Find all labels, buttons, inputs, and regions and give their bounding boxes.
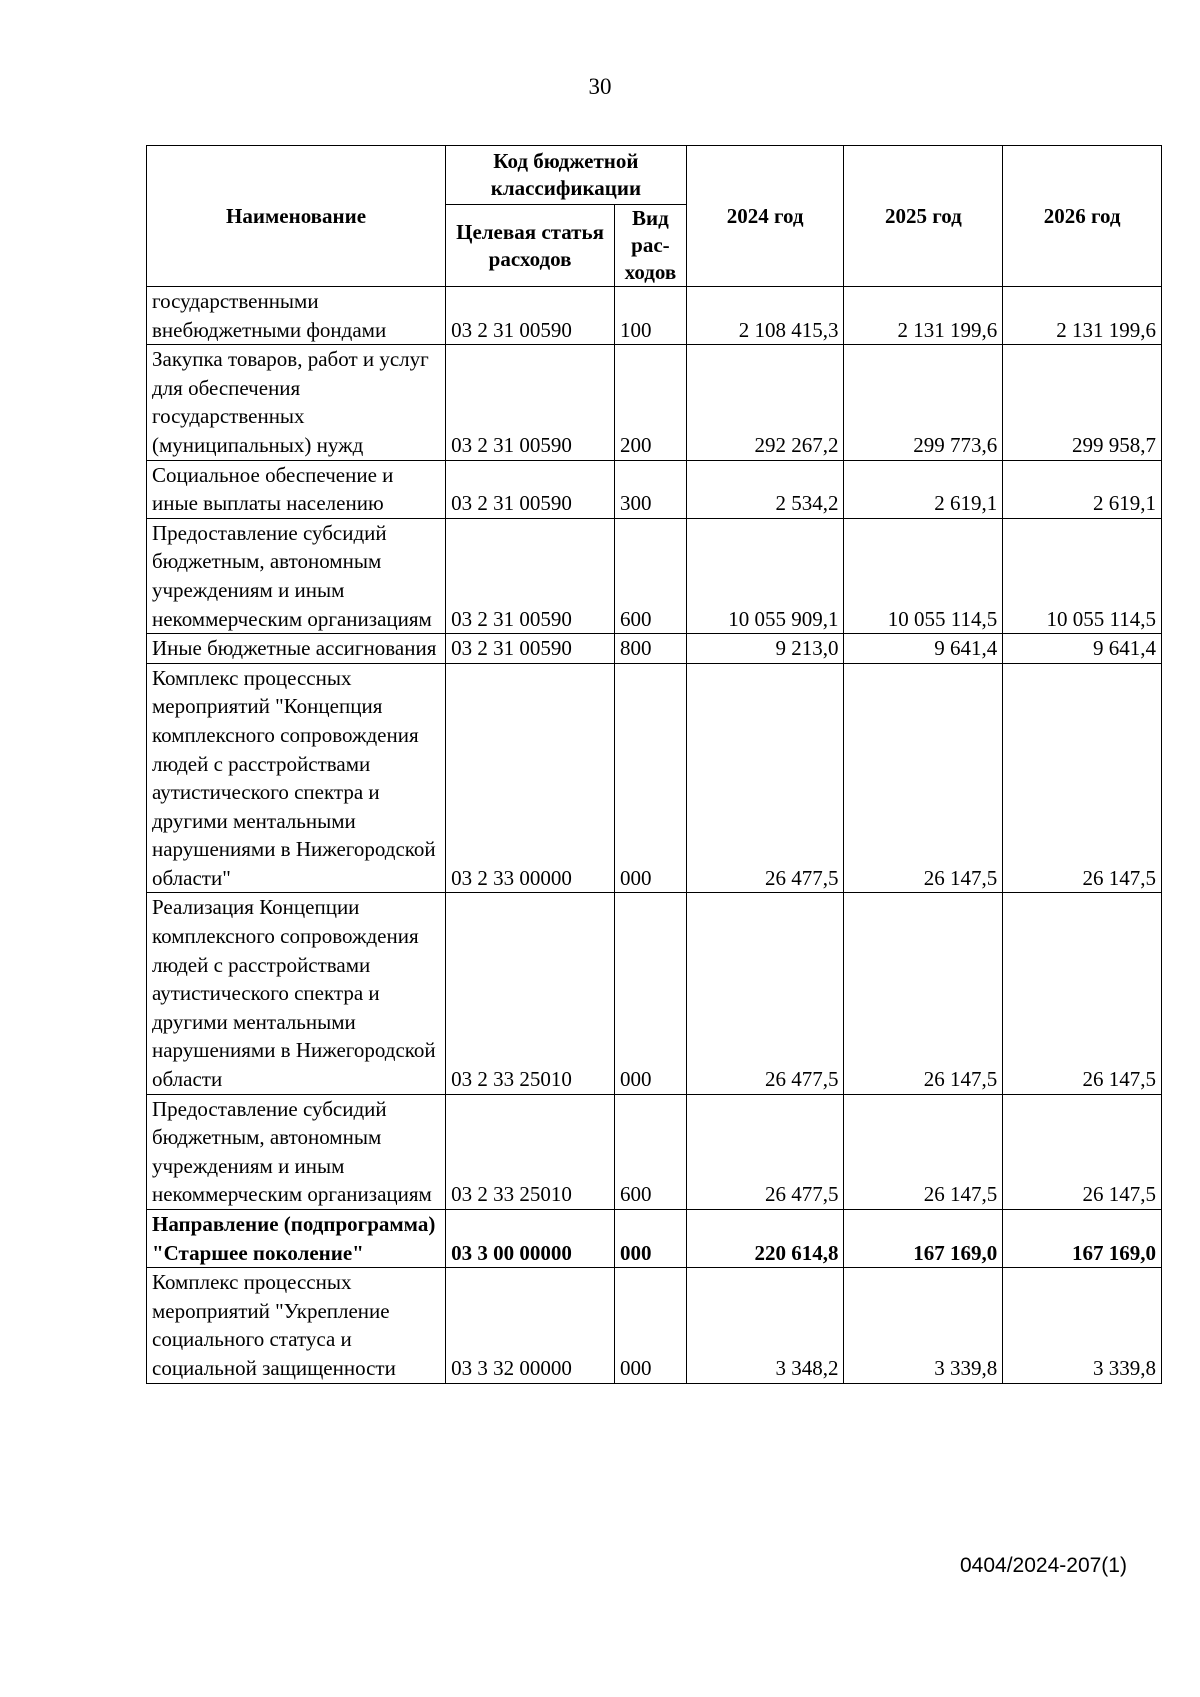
row-expense-type: 800 bbox=[615, 634, 687, 664]
row-name: Комплекс процессных мероприятий "Укрепление социального статуса и социальной защищенности bbox=[147, 1268, 446, 1383]
row-name: Предоставление субсидий бюджетным, автономным учреждениям и иным некоммерческим организациям bbox=[147, 1094, 446, 1209]
row-name: Иные бюджетные ассигнования bbox=[147, 634, 446, 664]
table-row bbox=[147, 1210, 1162, 1268]
row-value-2025: 26 147,5 bbox=[844, 1094, 1003, 1209]
row-name: Предоставление субсидий бюджетным, автономным учреждениям и иным некоммерческим организациям bbox=[147, 518, 446, 633]
header-target-article: Целевая статья расходов bbox=[446, 205, 615, 287]
row-expense-type: 600 bbox=[615, 518, 687, 633]
row-value-2024: 292 267,2 bbox=[686, 345, 844, 460]
table-row bbox=[147, 460, 1162, 518]
row-name: государственными внебюджетными фондами bbox=[147, 287, 446, 345]
table-row bbox=[147, 893, 1162, 1094]
row-value-2025: 26 147,5 bbox=[844, 893, 1003, 1094]
row-value-2026: 2 131 199,6 bbox=[1003, 287, 1162, 345]
row-value-2026: 26 147,5 bbox=[1003, 663, 1162, 893]
row-target-article: 03 2 33 25010 bbox=[446, 893, 615, 1094]
header-name: Наименование bbox=[147, 146, 446, 287]
row-target-article: 03 2 31 00590 bbox=[446, 287, 615, 345]
row-value-2026: 3 339,8 bbox=[1003, 1268, 1162, 1383]
row-value-2024: 3 348,2 bbox=[686, 1268, 844, 1383]
table-row bbox=[147, 518, 1162, 633]
row-value-2024: 26 477,5 bbox=[686, 663, 844, 893]
table-header-row bbox=[147, 146, 1162, 205]
row-target-article: 03 2 31 00590 bbox=[446, 634, 615, 664]
row-target-article: 03 3 00 00000 bbox=[446, 1210, 615, 1268]
row-name: Реализация Концепции комплексного сопровождения людей с расстройствами аутистического спектра и другими ментальными нарушениями в Нижегородской области bbox=[147, 893, 446, 1094]
row-target-article: 03 3 32 00000 bbox=[446, 1268, 615, 1383]
row-expense-type: 600 bbox=[615, 1094, 687, 1209]
header-expense-type: Вид рас-ходов bbox=[615, 205, 687, 287]
row-expense-type: 000 bbox=[615, 663, 687, 893]
row-value-2024: 26 477,5 bbox=[686, 893, 844, 1094]
row-value-2025: 2 131 199,6 bbox=[844, 287, 1003, 345]
table-row bbox=[147, 345, 1162, 460]
row-target-article: 03 2 33 00000 bbox=[446, 663, 615, 893]
header-year-2024: 2024 год bbox=[686, 146, 844, 287]
row-target-article: 03 2 33 25010 bbox=[446, 1094, 615, 1209]
table-row bbox=[147, 634, 1162, 664]
row-expense-type: 000 bbox=[615, 893, 687, 1094]
document-code: 0404/2024-207(1) bbox=[960, 1554, 1127, 1577]
row-name: Социальное обеспечение и иные выплаты населению bbox=[147, 460, 446, 518]
row-value-2024: 2 534,2 bbox=[686, 460, 844, 518]
row-name: Направление (подпрограмма) "Старшее поколение" bbox=[147, 1210, 446, 1268]
row-expense-type: 100 bbox=[615, 287, 687, 345]
row-value-2025: 10 055 114,5 bbox=[844, 518, 1003, 633]
row-value-2024: 2 108 415,3 bbox=[686, 287, 844, 345]
page-number: 30 bbox=[588, 74, 612, 99]
row-value-2025: 167 169,0 bbox=[844, 1210, 1003, 1268]
row-value-2025: 3 339,8 bbox=[844, 1268, 1003, 1383]
row-target-article: 03 2 31 00590 bbox=[446, 518, 615, 633]
row-value-2025: 26 147,5 bbox=[844, 663, 1003, 893]
row-value-2026: 2 619,1 bbox=[1003, 460, 1162, 518]
row-value-2025: 9 641,4 bbox=[844, 634, 1003, 664]
row-expense-type: 000 bbox=[615, 1268, 687, 1383]
row-value-2026: 26 147,5 bbox=[1003, 1094, 1162, 1209]
row-name: Закупка товаров, работ и услуг для обеспечения государственных (муниципальных) нужд bbox=[147, 345, 446, 460]
table-body bbox=[147, 287, 1162, 1384]
header-kbk-group: Код бюджетной классификации bbox=[446, 146, 687, 205]
row-value-2024: 10 055 909,1 bbox=[686, 518, 844, 633]
row-value-2026: 9 641,4 bbox=[1003, 634, 1162, 664]
table-row bbox=[147, 1094, 1162, 1209]
table-row bbox=[147, 287, 1162, 345]
row-value-2026: 299 958,7 bbox=[1003, 345, 1162, 460]
row-expense-type: 300 bbox=[615, 460, 687, 518]
table-row bbox=[147, 663, 1162, 893]
row-value-2024: 26 477,5 bbox=[686, 1094, 844, 1209]
row-name: Комплекс процессных мероприятий "Концепция комплексного сопровождения людей с расстройствами аутистического спектра и другими ментальными нарушениями в Нижегородской области" bbox=[147, 663, 446, 893]
budget-table bbox=[146, 145, 1162, 1384]
table-row bbox=[147, 1268, 1162, 1383]
row-value-2026: 10 055 114,5 bbox=[1003, 518, 1162, 633]
row-expense-type: 200 bbox=[615, 345, 687, 460]
row-value-2026: 26 147,5 bbox=[1003, 893, 1162, 1094]
row-target-article: 03 2 31 00590 bbox=[446, 460, 615, 518]
row-value-2024: 220 614,8 bbox=[686, 1210, 844, 1268]
row-value-2024: 9 213,0 bbox=[686, 634, 844, 664]
row-value-2025: 299 773,6 bbox=[844, 345, 1003, 460]
row-value-2026: 167 169,0 bbox=[1003, 1210, 1162, 1268]
row-expense-type: 000 bbox=[615, 1210, 687, 1268]
header-year-2025: 2025 год bbox=[844, 146, 1003, 287]
row-value-2025: 2 619,1 bbox=[844, 460, 1003, 518]
header-year-2026: 2026 год bbox=[1003, 146, 1162, 287]
row-target-article: 03 2 31 00590 bbox=[446, 345, 615, 460]
